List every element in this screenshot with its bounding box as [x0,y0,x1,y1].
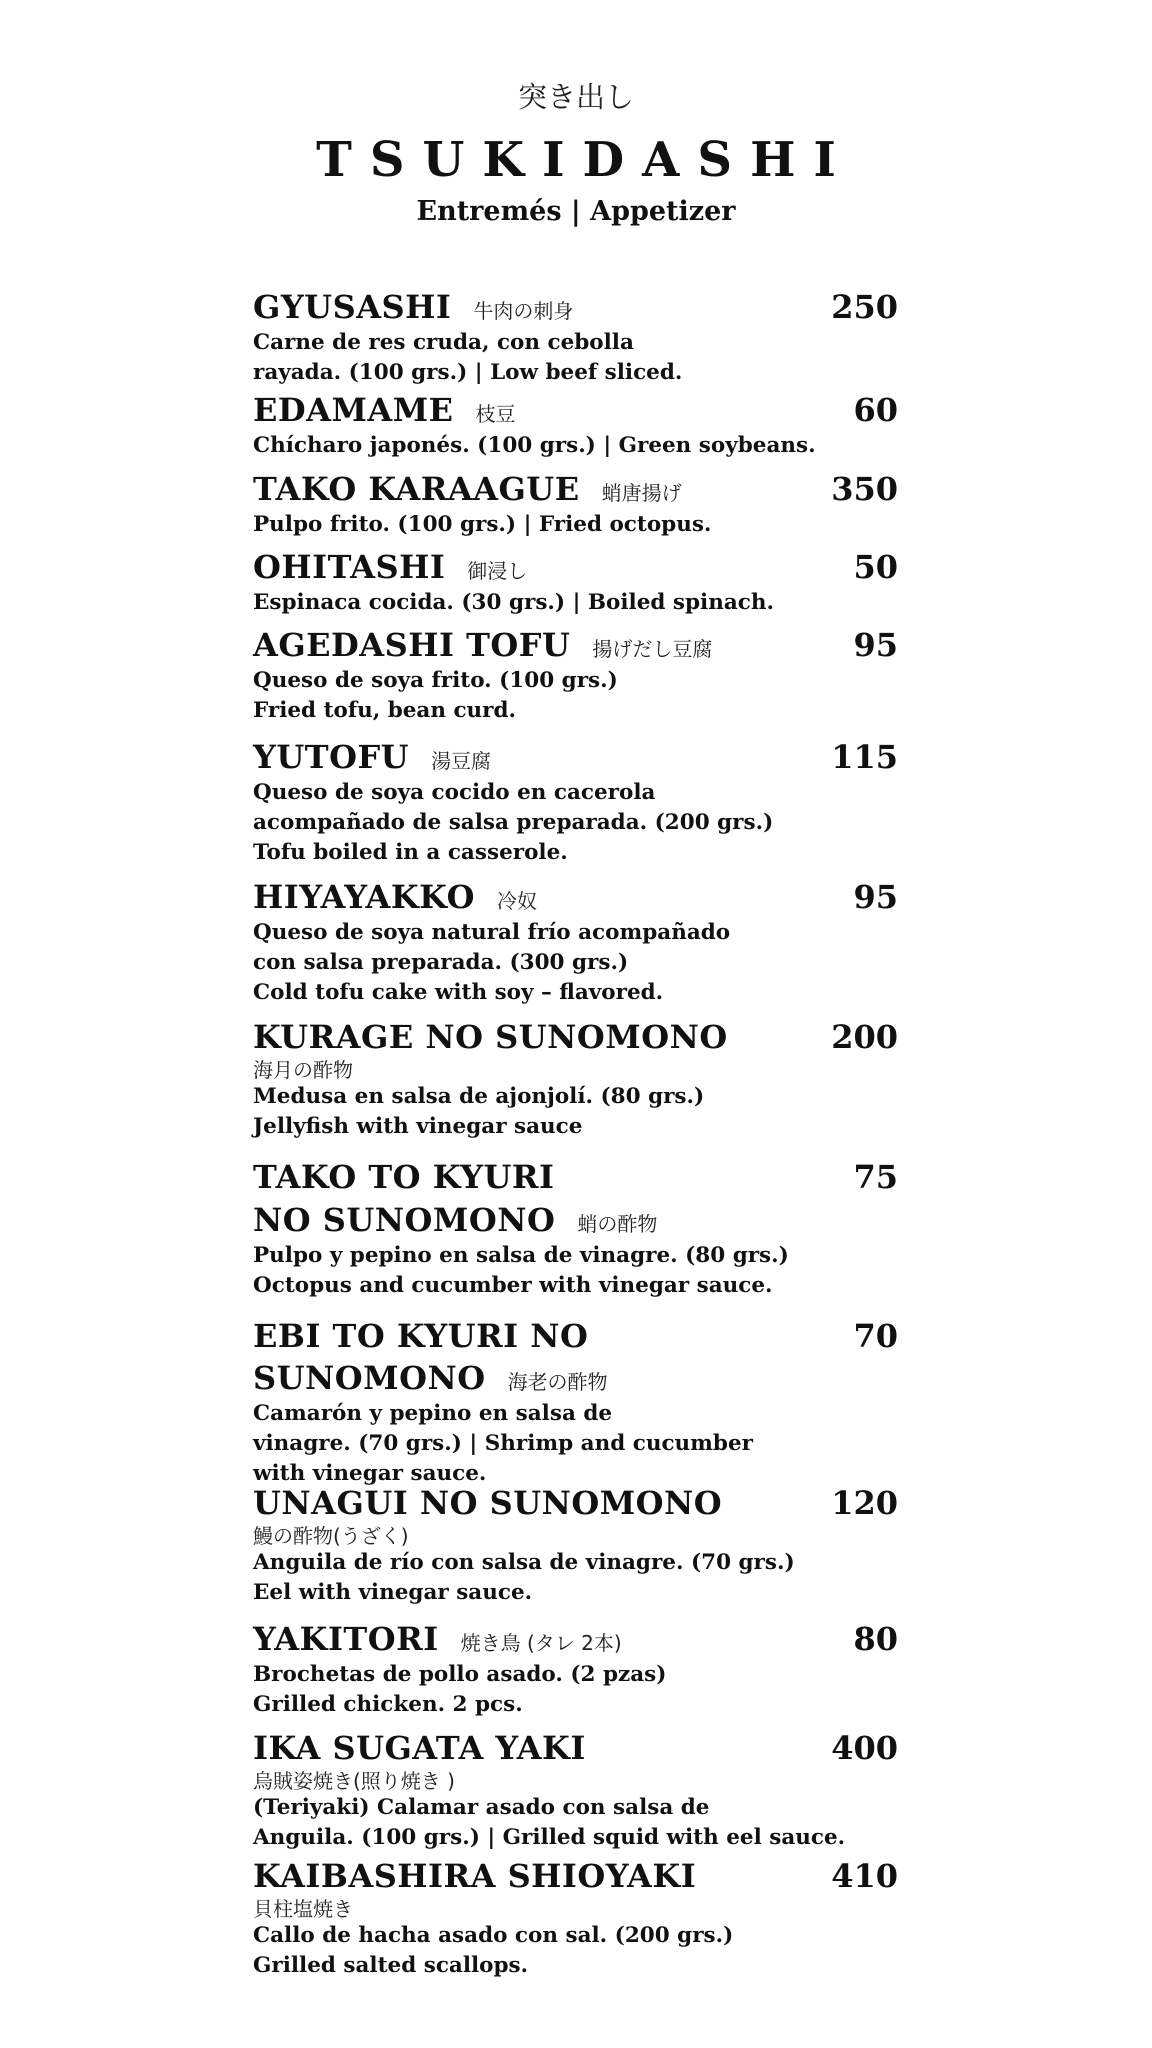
menu-item [253,1618,898,1720]
item-description-line: Anguila de río con salsa de vinagre. (70 grs.) [253,1550,795,1575]
item-description-line: Espinaca cocida. (30 grs.) | Boiled spinach. [253,590,774,615]
menu-item [253,1315,898,1489]
item-description-line: Fried tofu, bean curd. [253,698,517,723]
item-description-line: vinagre. (70 grs.) | Shrimp and cucumber [253,1431,753,1456]
item-price: 350 [831,470,898,508]
item-description-line: Octopus and cucumber with vinegar sauce. [253,1273,773,1298]
item-description-line: Grilled salted scallops. [253,1953,529,1978]
item-price: 200 [831,1018,898,1056]
item-description-line: with vinegar sauce. [253,1461,487,1486]
item-name: UNAGUI NO SUNOMONO [253,1484,723,1522]
section-kanji-title: 突き出し [517,80,634,114]
item-japanese-name: 貝柱塩焼き [253,1897,353,1921]
item-japanese-name: 湯豆腐 [431,749,492,773]
menu-item [253,286,898,388]
item-price: 80 [853,1620,898,1658]
item-name: TAKO KARAAGUE [253,470,580,508]
item-name: HIYAYAKKO [253,878,475,916]
item-japanese-name: 冷奴 [497,889,537,913]
menu-item [253,624,898,726]
item-japanese-name: 烏賊姿焼き(照り焼き ) [253,1769,455,1793]
menu-item [253,546,898,618]
section-subtitle: Entremés | Appetizer [416,196,736,227]
item-japanese-name: 牛肉の刺身 [473,299,574,323]
item-name: KAIBASHIRA SHIOYAKI [253,1857,697,1895]
item-price: 95 [853,626,898,664]
item-japanese-name: 海老の酢物 [507,1370,608,1394]
item-description-line: Camarón y pepino en salsa de [253,1401,613,1426]
item-name: EDAMAME [253,391,454,429]
menu-item [253,1855,898,1981]
item-price: 400 [831,1729,898,1767]
item-name: KURAGE NO SUNOMONO [253,1018,728,1056]
item-name: EBI TO KYURI NO [253,1317,589,1355]
item-description-line: Queso de soya cocido en cacerola [253,780,656,805]
item-description-line: Anguila. (100 grs.) | Grilled squid with eel sauce. [253,1825,846,1850]
item-description-line: Jellyfish with vinegar sauce [253,1114,583,1139]
item-japanese-name: 枝豆 [475,402,516,426]
item-price: 410 [831,1857,898,1895]
menu-item [253,876,898,1008]
item-name: AGEDASHI TOFU [253,626,571,664]
item-description-line: Eel with vinegar sauce. [253,1580,533,1605]
item-name: GYUSASHI [253,288,452,326]
item-name-continued: SUNOMONO [253,1359,486,1397]
item-price: 75 [853,1158,898,1196]
menu-item [253,1016,898,1142]
menu-header [0,80,1152,228]
item-description-line: Carne de res cruda, con cebolla [253,330,634,355]
item-price: 120 [831,1484,898,1522]
menu-item [253,1482,898,1608]
item-name: IKA SUGATA YAKI [253,1729,586,1767]
item-price: 60 [853,391,898,429]
item-description-line: Brochetas de pollo asado. (2 pzas) [253,1662,667,1687]
item-price: 70 [853,1317,898,1355]
item-description-line: Pulpo y pepino en salsa de vinagre. (80 grs.) [253,1243,789,1268]
item-description-line: (Teriyaki) Calamar asado con salsa de [253,1795,710,1820]
item-description-line: Chícharo japonés. (100 grs.) | Green soybeans. [253,433,816,458]
item-description-line: Pulpo frito. (100 grs.) | Fried octopus. [253,512,712,537]
item-description-line: Medusa en salsa de ajonjolí. (80 grs.) [253,1084,705,1109]
item-name: TAKO TO KYURI [253,1158,555,1196]
item-description-line: Queso de soya natural frío acompañado [253,920,731,945]
item-japanese-name: 鰻の酢物(うざく) [253,1524,409,1548]
item-price: 95 [853,878,898,916]
item-description-line: Cold tofu cake with soy – flavored. [253,980,664,1005]
menu-item [253,468,898,540]
item-description-line: con salsa preparada. (300 grs.) [253,950,629,975]
item-japanese-name: 揚げだし豆腐 [592,637,713,661]
item-japanese-name: 蛸の酢物 [577,1212,658,1236]
item-description-line: Queso de soya frito. (100 grs.) [253,668,618,693]
section-title: TSUKIDASHI [316,132,854,188]
item-price: 50 [853,548,898,586]
item-japanese-name: 焼き鳥 (タレ 2本) [460,1631,622,1655]
item-name: OHITASHI [253,548,446,586]
item-price: 115 [831,738,898,776]
item-price: 250 [831,288,898,326]
menu-item [253,736,898,868]
item-japanese-name: 御浸し [467,559,528,583]
item-description-line: Tofu boiled in a casserole. [253,840,568,865]
item-japanese-name: 蛸唐揚げ [601,481,682,505]
menu-item [253,389,898,461]
item-japanese-name: 海月の酢物 [253,1058,353,1082]
item-description-line: rayada. (100 grs.) | Low beef sliced. [253,360,683,385]
item-description-line: acompañado de salsa preparada. (200 grs.) [253,810,774,835]
item-name-continued: NO SUNOMONO [253,1201,556,1239]
item-description-line: Callo de hacha asado con sal. (200 grs.) [253,1923,734,1948]
menu-item [253,1156,898,1301]
item-name: YUTOFU [253,738,410,776]
menu-item [253,1727,898,1853]
item-name: YAKITORI [253,1620,439,1658]
item-description-line: Grilled chicken. 2 pcs. [253,1692,523,1717]
